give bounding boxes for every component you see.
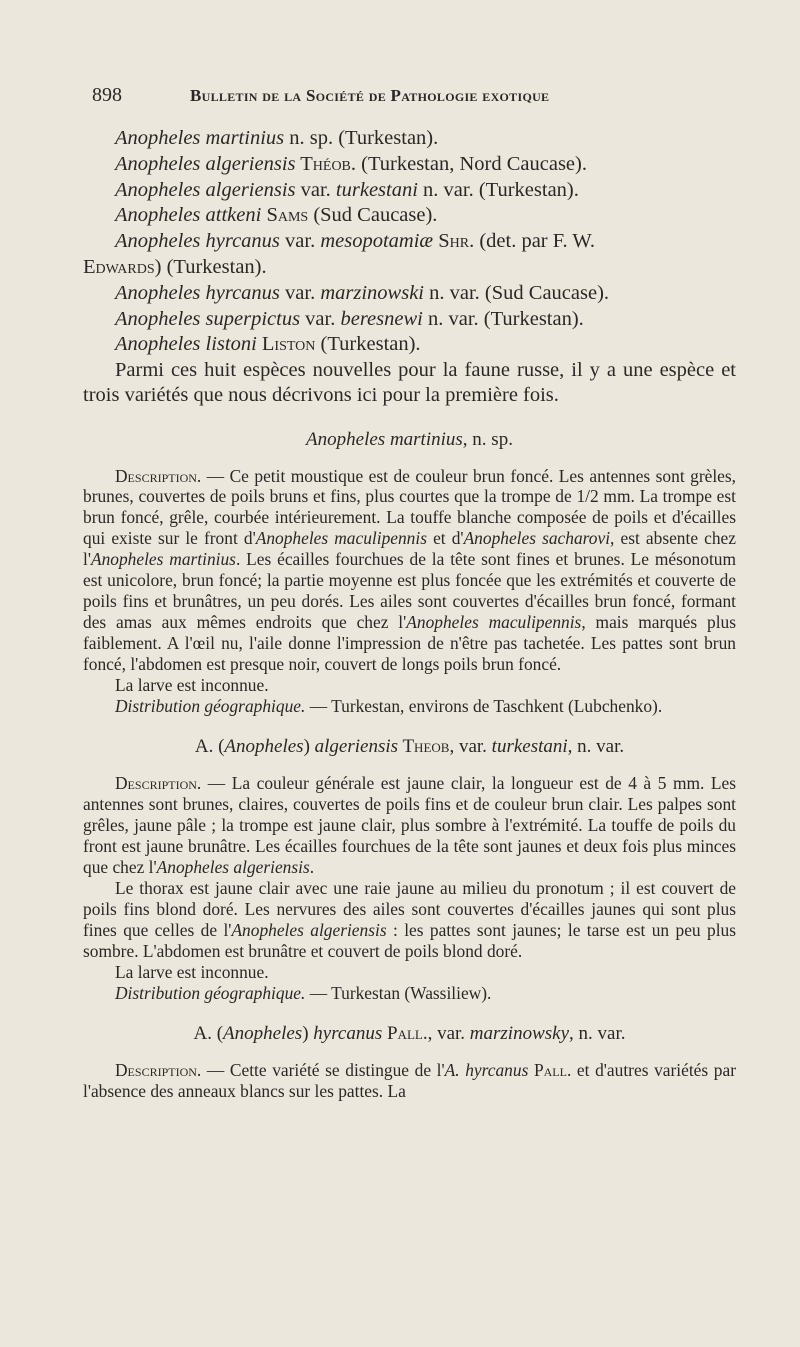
distribution-note: Distribution géographique. — Turkestan (Wassiliew).: [115, 982, 492, 1003]
species-item: Anopheles attkeni Sams (Sud Caucase).: [115, 204, 438, 227]
species-item: Anopheles algeriensis var. turkestani n. var. (Turkestan).: [115, 178, 579, 201]
description-paragraph: Description. — Cette variété se distingue de l'A. hyrcanus Pall. et d'autres variétés par l'absence des anneaux blancs sur les pattes. La: [83, 1060, 736, 1102]
species-item: Anopheles hyrcanus var. mesopotamiæ Shr. (det. par F. W.: [115, 230, 595, 253]
larva-note: La larve est inconnue.: [115, 961, 269, 982]
running-title: Bulletin de la Société de Pathologie exotique: [190, 86, 550, 105]
species-item: Anopheles martinius n. sp. (Turkestan).: [115, 127, 439, 149]
species-item: Anopheles superpictus var. beresnewi n. var. (Turkestan).: [115, 307, 584, 330]
section-heading: A. (Anopheles) algeriensis Theob, var. turkestani, n. var.: [194, 736, 625, 758]
page-body: [83, 126, 737, 1102]
larva-note: La larve est inconnue.: [115, 674, 269, 695]
page-number: 898: [92, 84, 122, 106]
species-item: Anopheles hyrcanus var. marzinowski n. var. (Sud Caucase).: [115, 281, 610, 304]
species-item: Anopheles listoni Liston (Turkestan).: [115, 333, 421, 356]
description-paragraph: Description. — Ce petit moustique est de couleur brun foncé. Les antennes sont grèles, brunes, couvertes de poils bruns et fins, plus courtes que la trompe de 1/2 mm. La trompe est brun foncé, grêle, courbée intérieurement. La touffe blanche composée de poils et d'écailles qui existe sur le front d'Anopheles maculipennis et d'Anopheles sacharovi, est absente chez l'Anopheles martinius. Les écailles fourchues de la tête sont fines et brunes. Le mésonotum est unicolore, brun foncé; la partie moyenne est plus foncée que les extrémités et couverte de poils fins et brunâtres, un peu dorés. Les ailes sont couvertes d'écailles brun foncé, formant des amas aux mêmes endroits que chez l'Anopheles maculipennis, mais marqués plus faiblement. A l'œil nu, l'aile donne l'impression de n'être pas tachetée. Les pattes sont brun foncé, l'abdomen est presque noir, couvert de longs poils brun foncé.: [83, 465, 737, 674]
thorax-paragraph: Le thorax est jaune clair avec une raie jaune au milieu du pronotum ; il est couvert de poils fins blond doré. Les nervures des ailes sont couvertes d'écailles jaunes qui sont plus fines que celles de l'Anopheles algeriensis : les pattes sont jaunes; le tarse est un peu plus sombre. L'abdomen est brunâtre et couvert de poils blond doré.: [83, 877, 736, 961]
section-heading: Anopheles martinius, n. sp.: [306, 428, 513, 450]
section-heading: A. (Anopheles) hyrcanus Pall., var. marzinowsky, n. var.: [193, 1023, 626, 1045]
running-header: [92, 84, 730, 107]
intro-paragraph: Parmi ces huit espèces nouvelles pour la faune russe, il y a une espèce et trois variétés que nous décrivons ici pour la première fois.: [83, 359, 736, 407]
species-item: Anopheles algeriensis Théob. (Turkestan, Nord Caucase).: [115, 152, 587, 175]
species-item-continuation: Edwards) (Turkestan).: [83, 255, 267, 278]
description-paragraph: Description. — La couleur générale est jaune clair, la longueur est de 4 à 5 mm. Les antennes sont brunes, claires, couvertes de poils fins et de couleur brun clair. Les palpes sont grêles, jaune pâle ; la trompe est jaune clair, plus sombre à l'extrémité. La touffe de poils du front est jaune brunâtre. Les écailles fourchues de la tête sont jaunes et deux fois plus minces que chez l'Anopheles algeriensis.: [83, 773, 736, 878]
distribution-note: Distribution géographique. — Turkestan, environs de Taschkent (Lubchenko).: [115, 695, 663, 716]
species-list: [83, 126, 736, 358]
